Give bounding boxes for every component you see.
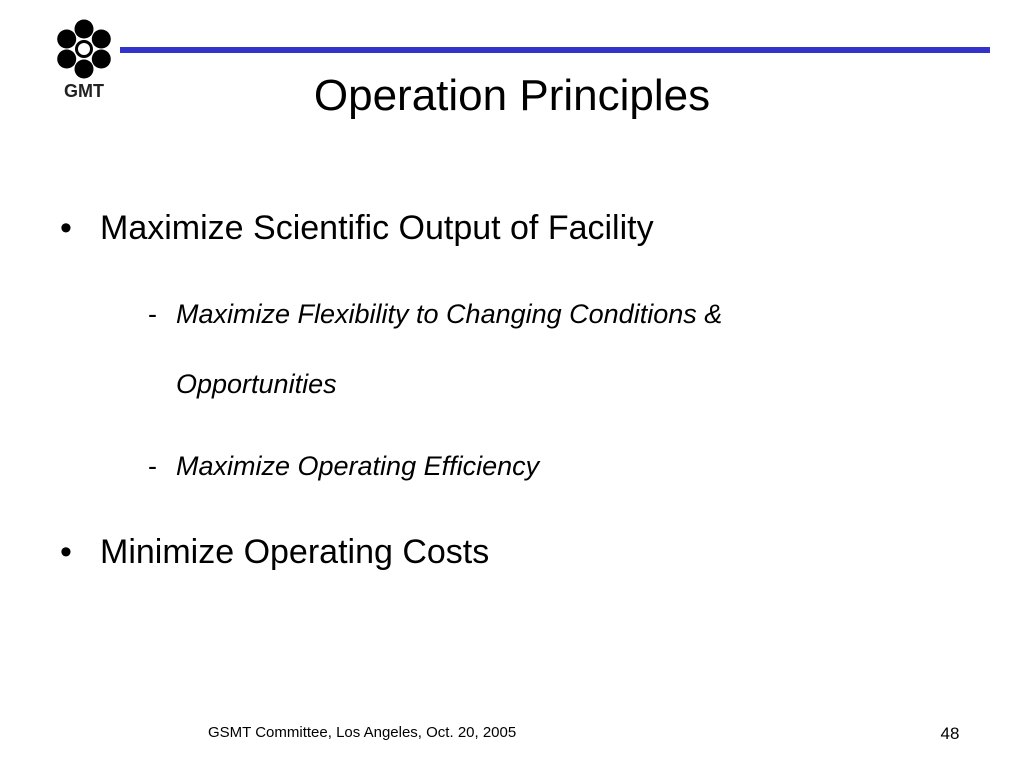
sub-item <box>148 449 539 483</box>
sub-item-text: Maximize Flexibility to Changing Conditions & <box>176 299 723 329</box>
sub-item-marker: - <box>148 299 157 329</box>
bullet-marker: • <box>60 209 72 247</box>
gmt-logo <box>52 17 116 107</box>
mirror-segments-icon <box>52 17 116 81</box>
sub-item-marker: - <box>148 451 157 481</box>
sub-item-text-continued: Opportunities <box>176 369 337 399</box>
page-number: 48 <box>940 724 960 743</box>
bullet-item <box>60 208 654 248</box>
bullet-text: Minimize Operating Costs <box>100 533 490 571</box>
sub-item <box>148 297 722 331</box>
logo-text: GMT <box>64 81 104 101</box>
footer-text: GSMT Committee, Los Angeles, Oct. 20, 2005 <box>208 724 517 741</box>
bullet-item <box>60 532 489 572</box>
sub-item-text: Maximize Operating Efficiency <box>176 451 540 481</box>
slide-title: Operation Principles <box>313 71 711 120</box>
title-rule <box>120 47 990 53</box>
bullet-text: Maximize Scientific Output of Facility <box>100 209 654 247</box>
bullet-marker: • <box>60 533 72 571</box>
